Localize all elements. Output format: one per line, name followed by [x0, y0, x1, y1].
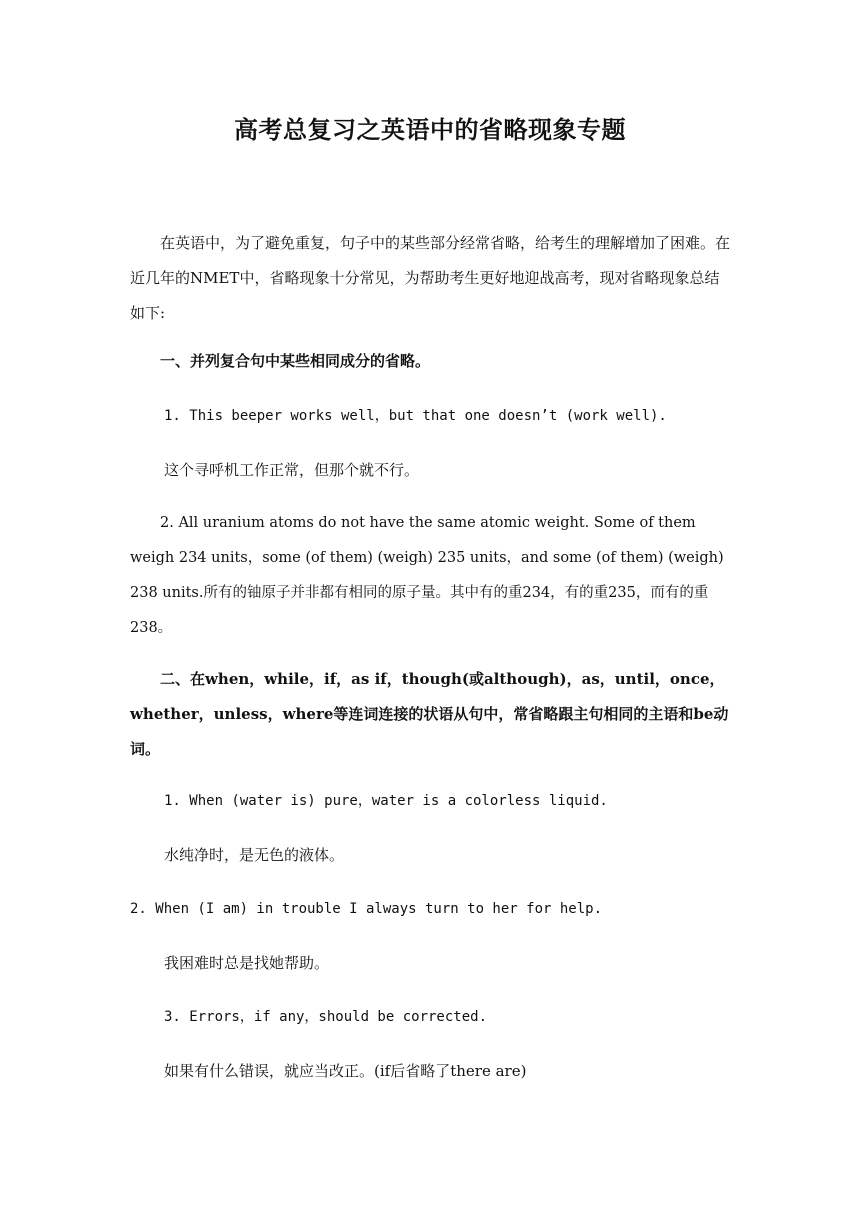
intro-paragraph: 在英语中，为了避免重复，句子中的某些部分经常省略，给考生的理解增加了困难。在近几年的NMET中，省略现象十分常见，为帮助考生更好地迎战高考，现对省略现象总结如下:	[130, 234, 731, 322]
section1-example-1: 1. This beeper works well，but that one doesn’t (work well).	[164, 408, 667, 424]
section2-heading: 二、在when，while，if，as if，though(或although)，as，until，once，whether，unless，where等连词连接的状语从句中，常省略跟主句相同的主语和be动词。	[130, 670, 729, 758]
section2-example-3: 3. Errors，if any，should be corrected.	[164, 1009, 488, 1025]
document-title: 高考总复习之英语中的省略现象专题	[234, 115, 626, 144]
section1-example-1-translation: 这个寻呼机工作正常，但那个就不行。	[164, 461, 420, 479]
section2-example-2-translation: 我困难时总是找她帮助。	[164, 954, 330, 972]
section1-heading: 一、并列复合句中某些相同成分的省略。	[160, 352, 431, 370]
section2-example-1-translation: 水纯净时，是无色的液体。	[164, 846, 345, 864]
section2-example-2: 2. When (I am) in trouble I always turn to her for help.	[130, 901, 603, 917]
section1-example-2: 2. All uranium atoms do not have the same atomic weight. Some of them weigh 234 units，some (of them) (weigh) 235 units，and some (of them) (weigh) 238 units.所有的铀原子并非都有相同的原子量。其中有的重234，有的重235，而有的重238。	[130, 515, 724, 636]
section2-example-3-translation: 如果有什么错误，就应当改正。(if后省略了there are)	[164, 1062, 527, 1080]
section2-example-1: 1. When (water is) pure，water is a colorless liquid.	[164, 793, 608, 809]
